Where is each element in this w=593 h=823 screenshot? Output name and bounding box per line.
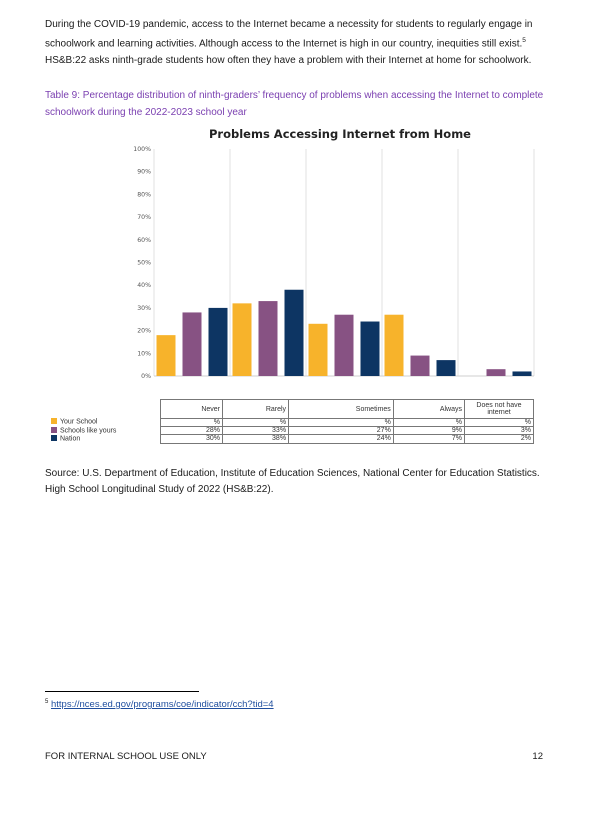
y-tick-label: 10%: [137, 350, 151, 358]
table-cell: %: [223, 419, 289, 427]
table-row-your-school: [161, 419, 534, 427]
source-note: Source: U.S. Department of Education, Institute of Education Sciences, National Center for Education Statistics. High School Longitudinal Study of 2022 (HS&B:22).: [45, 468, 540, 495]
chart-title: Problems Accessing Internet from Home: [209, 127, 471, 141]
data-table-header: [161, 400, 534, 419]
y-tick-label: 20%: [137, 327, 151, 335]
col-sometimes: Sometimes: [289, 400, 394, 419]
table-cell: 2%: [465, 435, 534, 443]
table-cell: 9%: [393, 427, 464, 435]
col-never: Never: [161, 400, 223, 419]
table-row-schools-like-yours: [161, 427, 534, 435]
table-caption: Table 9: Percentage distribution of ninth-graders’ frequency of problems when accessing the Internet to complete schoolwork during the 2022-2023 school year: [45, 90, 544, 118]
y-tick-label: 0%: [141, 373, 151, 380]
y-tick-label: 70%: [137, 214, 151, 222]
legend-swatch: [51, 435, 57, 441]
y-tick-label: 90%: [137, 168, 151, 176]
legend-item-schools-like-yours: [51, 427, 116, 436]
table-cell: 33%: [223, 427, 289, 435]
y-tick-label: 30%: [137, 304, 151, 312]
legend-swatch: [51, 427, 57, 433]
legend-swatch: [51, 418, 57, 424]
footnote-divider: [45, 691, 199, 692]
intro-text-continued: HS&B:22 asks ninth-grade students how often they have a problem with their Internet at home for schoolwork.: [45, 54, 532, 66]
table-cell: 28%: [161, 427, 223, 435]
legend-item-nation: [51, 435, 116, 444]
y-tick-label: 100%: [133, 146, 151, 153]
bar-your-school-1: [233, 303, 252, 376]
chart-legend: [51, 418, 116, 444]
table-cell: 30%: [161, 435, 223, 443]
table-cell: %: [161, 419, 223, 427]
footnote-ref[interactable]: 5: [522, 37, 526, 45]
table-row-nation: [161, 435, 534, 443]
table-cell: 24%: [289, 435, 394, 443]
bar-your-school-2: [309, 324, 328, 376]
bar-schools-like-yours-4: [487, 369, 506, 376]
page-number: 12: [532, 751, 543, 762]
legend-item-your-school: [51, 418, 116, 427]
footnote-link[interactable]: https://nces.ed.gov/programs/coe/indicator/cch?tid=4: [50, 699, 274, 711]
col-no-internet: Does not have internet: [465, 400, 534, 419]
footnote: [45, 699, 274, 710]
table-cell: %: [465, 419, 534, 427]
footer-label: FOR INTERNAL SCHOOL USE ONLY: [45, 751, 207, 762]
col-rarely: Rarely: [223, 400, 289, 419]
col-always: Always: [393, 400, 464, 419]
y-tick-label: 80%: [137, 191, 151, 199]
bar-nation-4: [513, 371, 532, 376]
legend-label: Schools like yours: [60, 427, 117, 434]
footnote-number: 5: [45, 699, 49, 705]
bar-nation-0: [209, 308, 228, 376]
y-tick-label: 50%: [137, 259, 151, 267]
bar-nation-2: [361, 322, 380, 376]
y-tick-label: 60%: [137, 236, 151, 244]
table-cell: 38%: [223, 435, 289, 443]
table-cell: 3%: [465, 427, 534, 435]
bar-your-school-0: [157, 335, 176, 376]
legend-label: Nation: [60, 435, 81, 443]
legend-label: Your School: [60, 418, 98, 426]
table-cell: 27%: [289, 427, 394, 435]
bar-nation-1: [285, 290, 304, 376]
bar-your-school-3: [385, 315, 404, 376]
bar-schools-like-yours-2: [335, 315, 354, 376]
intro-text: During the COVID-19 pandemic, access to the Internet became a necessity for students to regularly engage in schoolwork and learning activities. Although access to the Internet is high in our country, inequities still exist.: [45, 19, 533, 50]
bar-schools-like-yours-1: [259, 301, 278, 376]
bar-schools-like-yours-0: [183, 312, 202, 376]
data-table: [160, 399, 534, 444]
table-cell: 7%: [393, 435, 464, 443]
y-tick-label: 40%: [137, 282, 151, 290]
table-cell: %: [393, 419, 464, 427]
bar-schools-like-yours-3: [411, 356, 430, 376]
table-cell: %: [289, 419, 394, 427]
bar-nation-3: [437, 360, 456, 376]
